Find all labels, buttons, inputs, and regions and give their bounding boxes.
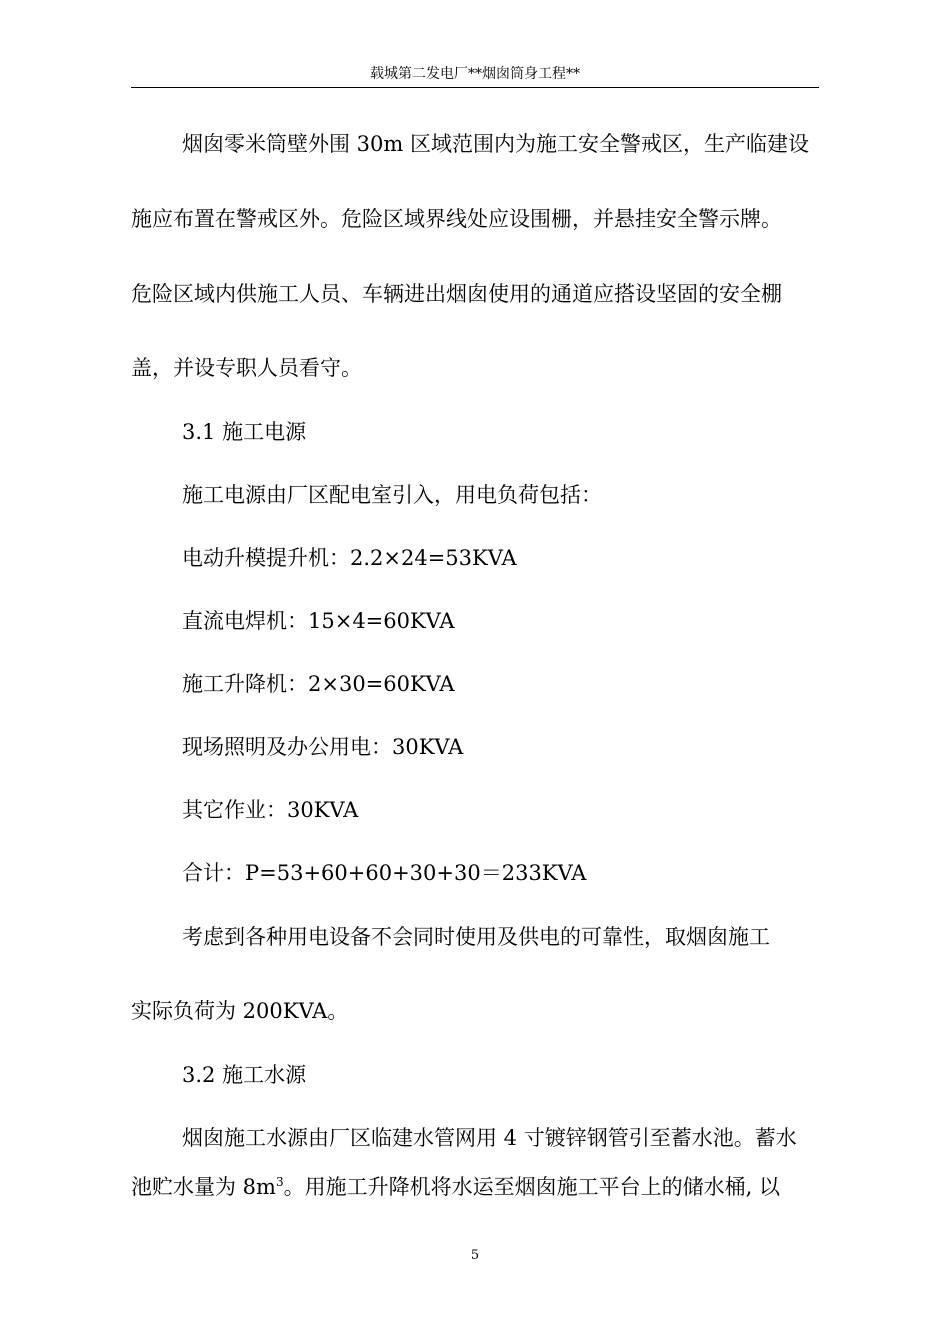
section-heading: 3.1 施工电源: [182, 420, 307, 444]
text-segment: 。用施工升降机将水运至烟囱施工平台上的储水桶, 以: [283, 1175, 780, 1199]
section-heading: 3.2 施工水源: [182, 1063, 307, 1087]
paragraph-line: 盖，并设专职人员看守。: [131, 356, 362, 380]
text-segment: 池贮水量为 8m: [131, 1175, 276, 1199]
load-item: 其它作业：30KVA: [182, 798, 359, 822]
page-header: 载城第二发电厂**烟囱筒身工程**: [370, 66, 580, 82]
paragraph-line: [131, 1173, 821, 1201]
page-number: 5: [470, 1248, 480, 1263]
header-rule: [131, 87, 819, 88]
paragraph-line: 施工电源由厂区配电室引入，用电负荷包括：: [182, 483, 602, 507]
paragraph-line: 施应布置在警戒区外。危险区域界线处应设围栅，并悬挂安全警示牌。: [131, 207, 782, 231]
paragraph-line: 实际负荷为 200KVA。: [131, 999, 349, 1023]
paragraph-line: 烟囱施工水源由厂区临建水管网用 4 寸镀锌钢管引至蓄水池。蓄水: [182, 1126, 797, 1150]
paragraph-line: 危险区域内供施工人员、车辆进出烟囱使用的通道应搭设坚固的安全棚: [131, 282, 782, 306]
load-item: 电动升模提升机：2.2×24=53KVA: [182, 546, 517, 570]
superscript: 3: [275, 1175, 284, 1189]
load-total: 合计：P=53+60+60+30+30＝233KVA: [182, 861, 587, 885]
paragraph-line: 考虑到各种用电设备不会同时使用及供电的可靠性，取烟囱施工: [182, 925, 770, 949]
load-item: 现场照明及办公用电：30KVA: [182, 735, 464, 759]
load-item: 直流电焊机：15×4=60KVA: [182, 609, 455, 633]
load-item: 施工升降机：2×30=60KVA: [182, 672, 455, 696]
paragraph-line: 烟囱零米筒壁外围 30m 区域范围内为施工安全警戒区，生产临建设: [182, 132, 809, 156]
